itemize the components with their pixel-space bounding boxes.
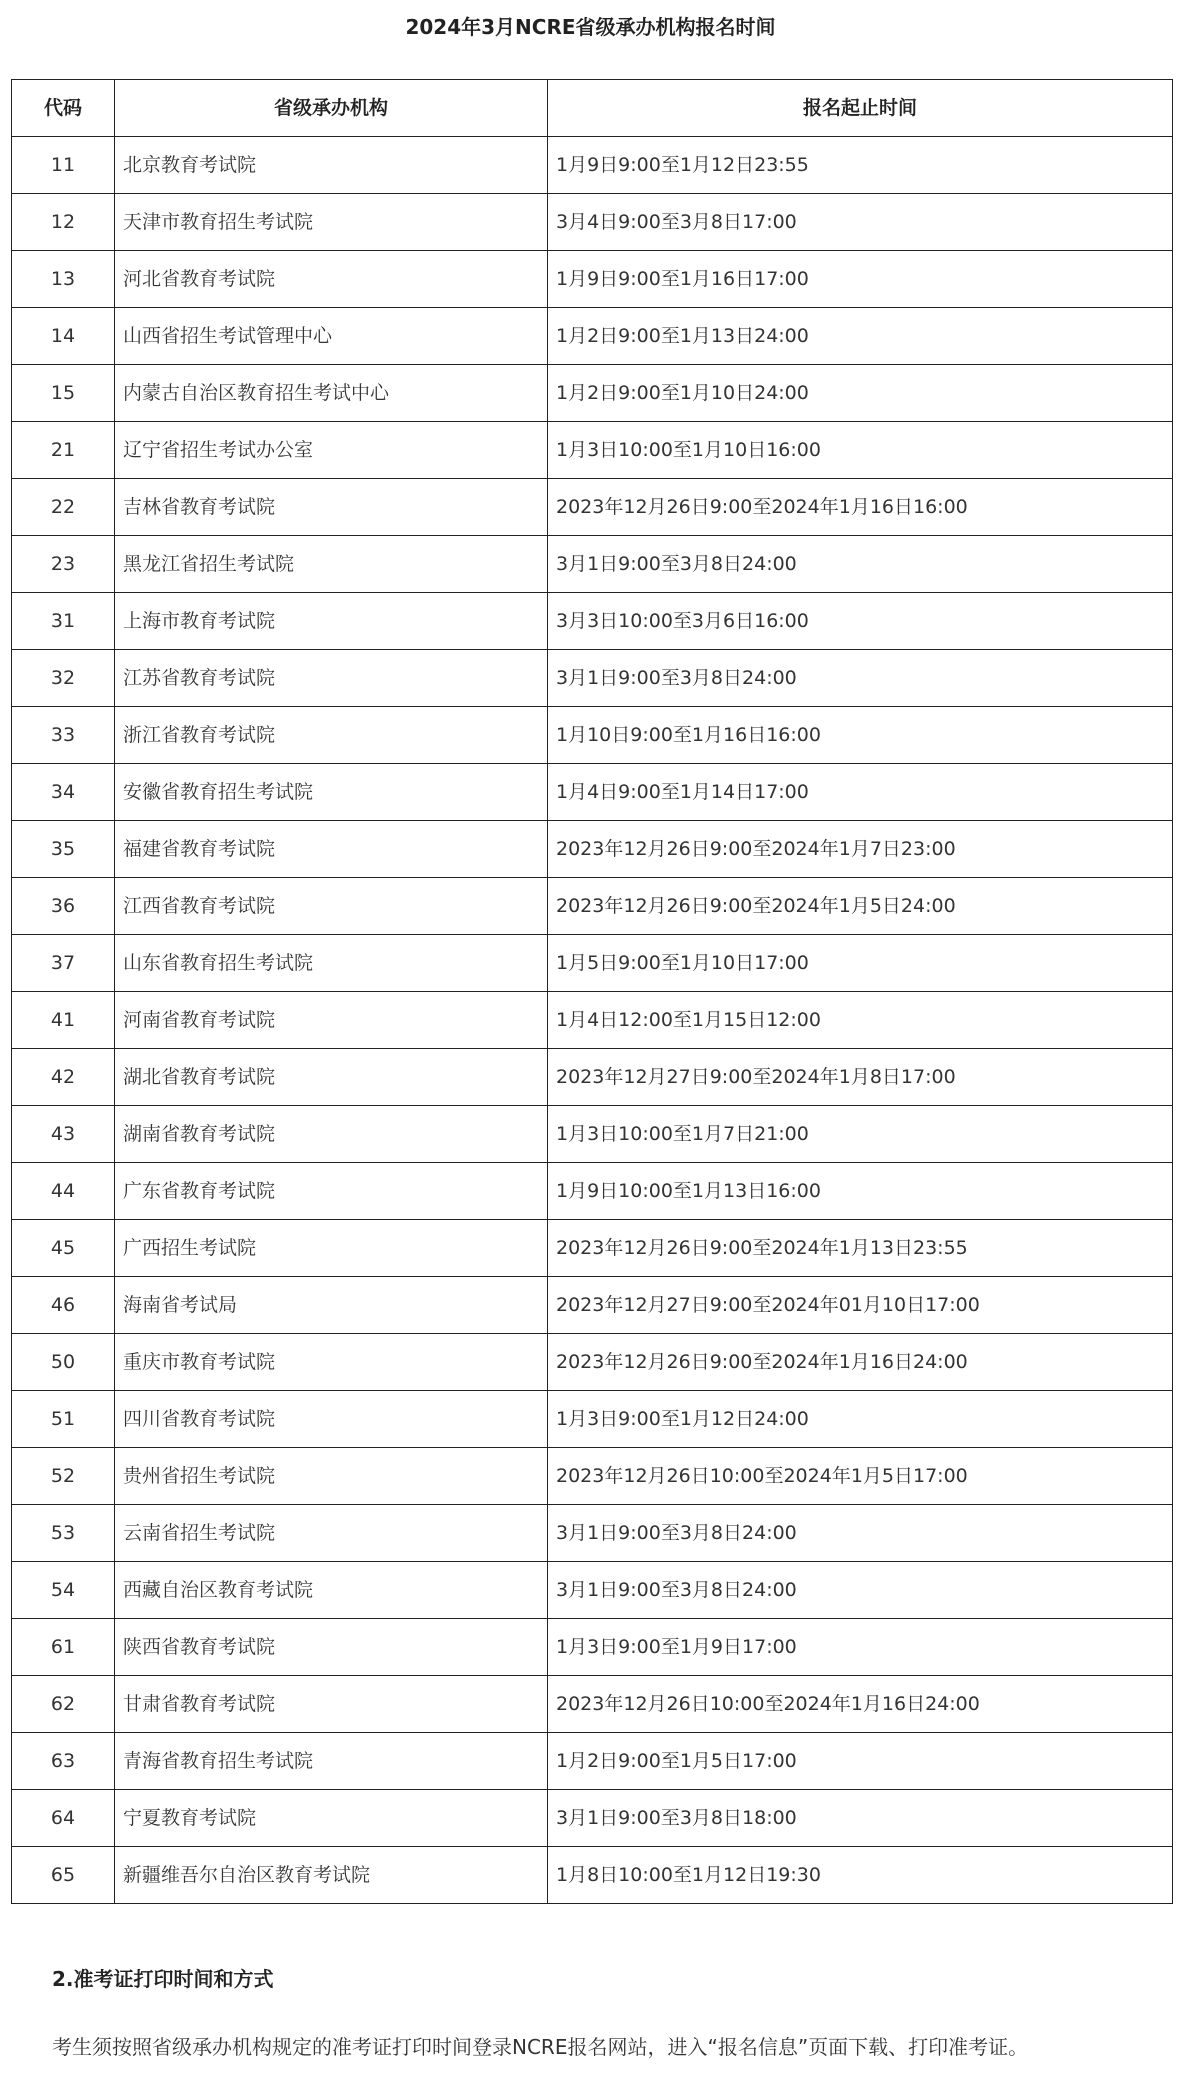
code-cell: 41 — [12, 992, 115, 1049]
table-row — [12, 1106, 1173, 1163]
code-cell: 42 — [12, 1049, 115, 1106]
org-cell: 浙江省教育考试院 — [115, 707, 548, 764]
code-cell: 34 — [12, 764, 115, 821]
code-cell: 13 — [12, 251, 115, 308]
code-cell: 21 — [12, 422, 115, 479]
code-cell: 51 — [12, 1391, 115, 1448]
time-cell: 1月10日9:00至1月16日16:00 — [548, 707, 1173, 764]
table-row — [12, 422, 1173, 479]
table-row — [12, 821, 1173, 878]
table-row — [12, 764, 1173, 821]
time-cell: 2023年12月26日9:00至2024年1月5日24:00 — [548, 878, 1173, 935]
code-cell: 65 — [12, 1847, 115, 1904]
time-cell: 1月2日9:00至1月5日17:00 — [548, 1733, 1173, 1790]
table-row — [12, 1334, 1173, 1391]
org-cell: 甘肃省教育考试院 — [115, 1676, 548, 1733]
code-cell: 22 — [12, 479, 115, 536]
table-row — [12, 1220, 1173, 1277]
code-cell: 37 — [12, 935, 115, 992]
section-paragraph: 考生须按照省级承办机构规定的准考证打印时间登录NCRE报名网站，进入“报名信息”页面下载、打印准考证。 — [52, 2035, 1029, 2059]
code-cell: 52 — [12, 1448, 115, 1505]
code-cell: 23 — [12, 536, 115, 593]
header-code: 代码 — [12, 80, 115, 137]
org-cell: 海南省考试局 — [115, 1277, 548, 1334]
org-cell: 重庆市教育考试院 — [115, 1334, 548, 1391]
table-row — [12, 1562, 1173, 1619]
org-cell: 内蒙古自治区教育招生考试中心 — [115, 365, 548, 422]
org-cell: 天津市教育招生考试院 — [115, 194, 548, 251]
table-row — [12, 707, 1173, 764]
time-cell: 1月9日10:00至1月13日16:00 — [548, 1163, 1173, 1220]
table-row — [12, 935, 1173, 992]
table-row — [12, 1448, 1173, 1505]
time-cell: 1月8日10:00至1月12日19:30 — [548, 1847, 1173, 1904]
time-cell: 3月4日9:00至3月8日17:00 — [548, 194, 1173, 251]
table-row — [12, 1163, 1173, 1220]
header-time: 报名起止时间 — [548, 80, 1173, 137]
org-cell: 江苏省教育考试院 — [115, 650, 548, 707]
table-row — [12, 1049, 1173, 1106]
code-cell: 33 — [12, 707, 115, 764]
org-cell: 吉林省教育考试院 — [115, 479, 548, 536]
code-cell: 54 — [12, 1562, 115, 1619]
time-cell: 2023年12月26日9:00至2024年1月13日23:55 — [548, 1220, 1173, 1277]
org-cell: 江西省教育考试院 — [115, 878, 548, 935]
time-cell: 1月9日9:00至1月12日23:55 — [548, 137, 1173, 194]
org-cell: 上海市教育考试院 — [115, 593, 548, 650]
time-cell: 2023年12月26日9:00至2024年1月7日23:00 — [548, 821, 1173, 878]
table-row — [12, 1847, 1173, 1904]
org-cell: 黑龙江省招生考试院 — [115, 536, 548, 593]
org-cell: 广西招生考试院 — [115, 1220, 548, 1277]
org-cell: 山西省招生考试管理中心 — [115, 308, 548, 365]
code-cell: 14 — [12, 308, 115, 365]
time-cell: 1月9日9:00至1月16日17:00 — [548, 251, 1173, 308]
time-cell: 1月2日9:00至1月13日24:00 — [548, 308, 1173, 365]
table-row — [12, 137, 1173, 194]
code-cell: 31 — [12, 593, 115, 650]
table-row — [12, 1505, 1173, 1562]
code-cell: 12 — [12, 194, 115, 251]
org-cell: 河南省教育考试院 — [115, 992, 548, 1049]
code-cell: 64 — [12, 1790, 115, 1847]
table-row — [12, 1733, 1173, 1790]
table-row — [12, 1790, 1173, 1847]
time-cell: 1月3日10:00至1月7日21:00 — [548, 1106, 1173, 1163]
org-cell: 贵州省招生考试院 — [115, 1448, 548, 1505]
code-cell: 43 — [12, 1106, 115, 1163]
org-cell: 四川省教育考试院 — [115, 1391, 548, 1448]
time-cell: 2023年12月27日9:00至2024年1月8日17:00 — [548, 1049, 1173, 1106]
code-cell: 44 — [12, 1163, 115, 1220]
table-row — [12, 194, 1173, 251]
time-cell: 2023年12月26日10:00至2024年1月5日17:00 — [548, 1448, 1173, 1505]
table-row — [12, 1391, 1173, 1448]
table-row — [12, 1676, 1173, 1733]
code-cell: 45 — [12, 1220, 115, 1277]
code-cell: 46 — [12, 1277, 115, 1334]
org-cell: 辽宁省招生考试办公室 — [115, 422, 548, 479]
table-header-row — [12, 80, 1173, 137]
table-row — [12, 650, 1173, 707]
code-cell: 35 — [12, 821, 115, 878]
org-cell: 安徽省教育招生考试院 — [115, 764, 548, 821]
table-row — [12, 1277, 1173, 1334]
code-cell: 11 — [12, 137, 115, 194]
code-cell: 50 — [12, 1334, 115, 1391]
time-cell: 2023年12月27日9:00至2024年01月10日17:00 — [548, 1277, 1173, 1334]
table-row — [12, 365, 1173, 422]
section-heading: 2.准考证打印时间和方式 — [52, 1967, 274, 1991]
time-cell: 1月2日9:00至1月10日24:00 — [548, 365, 1173, 422]
code-cell: 61 — [12, 1619, 115, 1676]
table-row — [12, 1619, 1173, 1676]
org-cell: 北京教育考试院 — [115, 137, 548, 194]
time-cell: 3月1日9:00至3月8日24:00 — [548, 1505, 1173, 1562]
time-cell: 1月3日10:00至1月10日16:00 — [548, 422, 1173, 479]
code-cell: 62 — [12, 1676, 115, 1733]
table-row — [12, 308, 1173, 365]
org-cell: 云南省招生考试院 — [115, 1505, 548, 1562]
org-cell: 山东省教育招生考试院 — [115, 935, 548, 992]
table-row — [12, 536, 1173, 593]
header-org: 省级承办机构 — [115, 80, 548, 137]
code-cell: 32 — [12, 650, 115, 707]
table-row — [12, 992, 1173, 1049]
time-cell: 1月3日9:00至1月9日17:00 — [548, 1619, 1173, 1676]
org-cell: 宁夏教育考试院 — [115, 1790, 548, 1847]
page-title: 2024年3月NCRE省级承办机构报名时间 — [405, 15, 776, 39]
time-cell: 3月1日9:00至3月8日24:00 — [548, 1562, 1173, 1619]
org-cell: 西藏自治区教育考试院 — [115, 1562, 548, 1619]
table-row — [12, 251, 1173, 308]
time-cell: 3月3日10:00至3月6日16:00 — [548, 593, 1173, 650]
code-cell: 63 — [12, 1733, 115, 1790]
time-cell: 2023年12月26日9:00至2024年1月16日16:00 — [548, 479, 1173, 536]
org-cell: 湖南省教育考试院 — [115, 1106, 548, 1163]
table-row — [12, 878, 1173, 935]
table-row — [12, 593, 1173, 650]
time-cell: 1月3日9:00至1月12日24:00 — [548, 1391, 1173, 1448]
code-cell: 36 — [12, 878, 115, 935]
org-cell: 湖北省教育考试院 — [115, 1049, 548, 1106]
org-cell: 青海省教育招生考试院 — [115, 1733, 548, 1790]
code-cell: 53 — [12, 1505, 115, 1562]
time-cell: 3月1日9:00至3月8日24:00 — [548, 650, 1173, 707]
time-cell: 1月4日12:00至1月15日12:00 — [548, 992, 1173, 1049]
org-cell: 福建省教育考试院 — [115, 821, 548, 878]
org-cell: 广东省教育考试院 — [115, 1163, 548, 1220]
time-cell: 3月1日9:00至3月8日18:00 — [548, 1790, 1173, 1847]
code-cell: 15 — [12, 365, 115, 422]
time-cell: 1月5日9:00至1月10日17:00 — [548, 935, 1173, 992]
org-cell: 河北省教育考试院 — [115, 251, 548, 308]
table-body — [12, 137, 1173, 1904]
org-cell: 陕西省教育考试院 — [115, 1619, 548, 1676]
table-row — [12, 479, 1173, 536]
registration-table — [11, 79, 1173, 1904]
org-cell: 新疆维吾尔自治区教育考试院 — [115, 1847, 548, 1904]
time-cell: 2023年12月26日9:00至2024年1月16日24:00 — [548, 1334, 1173, 1391]
time-cell: 2023年12月26日10:00至2024年1月16日24:00 — [548, 1676, 1173, 1733]
time-cell: 1月4日9:00至1月14日17:00 — [548, 764, 1173, 821]
time-cell: 3月1日9:00至3月8日24:00 — [548, 536, 1173, 593]
